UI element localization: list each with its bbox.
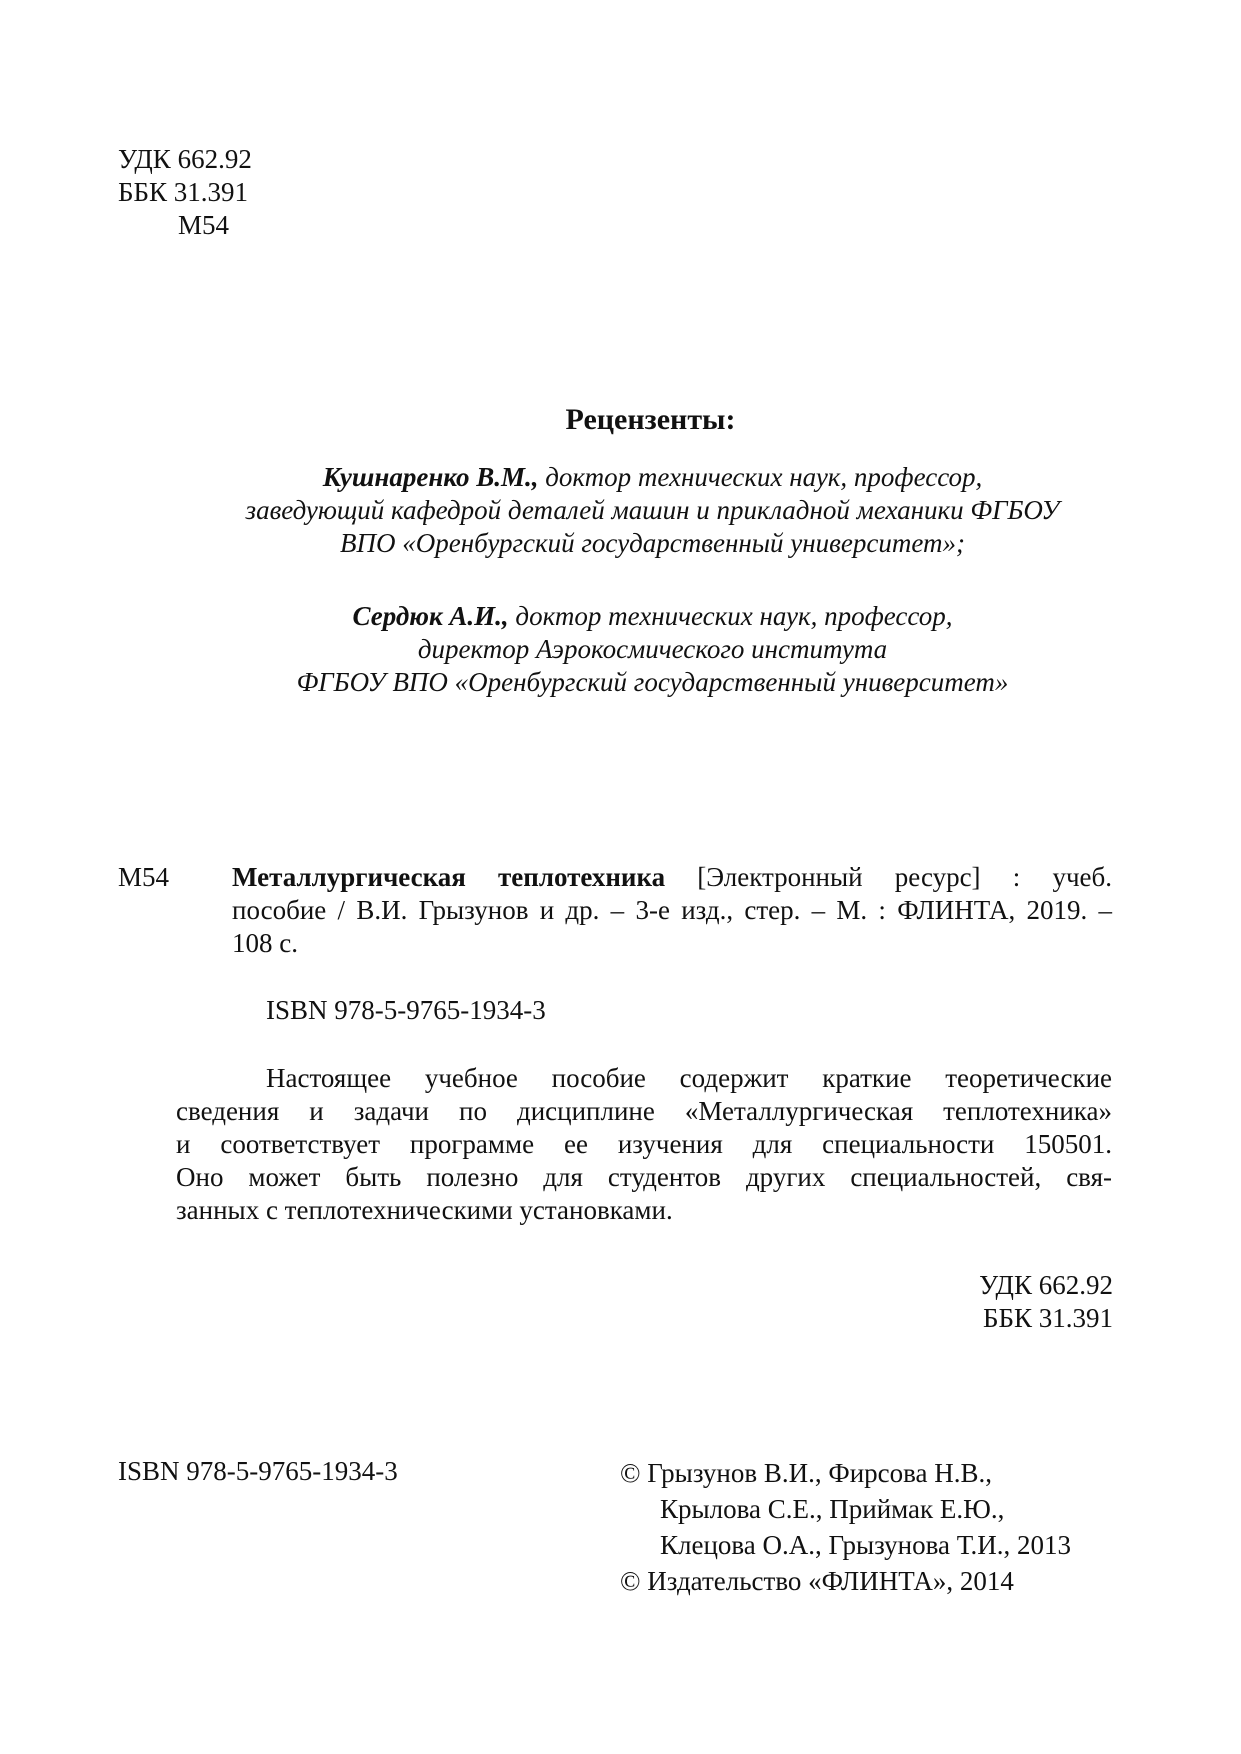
reviewer-entry <box>32 461 1241 560</box>
catalog-pages: 108 с. <box>232 928 298 958</box>
copyright-block <box>620 1455 1071 1599</box>
abstract-line: Оно может быть полезно для студентов других специальностей, свя- <box>176 1162 1112 1192</box>
copyright-line: Клецова О.А., Грызунова Т.И., 2013 <box>660 1530 1072 1560</box>
catalog-author-code: М54 <box>118 862 170 892</box>
abstract-line: занных с теплотехническими установками. <box>176 1195 673 1225</box>
reviewer-line <box>32 461 1241 494</box>
abstract <box>176 1062 1112 1227</box>
reviewer-position: директор Аэрокосмического института <box>417 634 888 664</box>
udk-code: УДК 662.92 <box>118 144 252 174</box>
footer-isbn: ISBN 978-5-9765-1934-3 <box>118 1456 398 1486</box>
catalog-isbn: ISBN 978-5-9765-1934-3 <box>266 995 546 1025</box>
copyright-line: © Грызунов В.И., Фирсова Н.В., <box>620 1458 993 1488</box>
reviewer-line <box>32 600 1241 633</box>
reviewer-credentials: доктор технических наук, профессор, <box>508 601 953 631</box>
catalog-title: Металлургическая теплотехника <box>232 862 666 892</box>
catalog-description <box>232 861 1112 960</box>
catalog-resource-type: [Электронный ресурс] : учеб. <box>665 862 1112 892</box>
abstract-line: Настоящее учебное пособие содержит краткие теоретические <box>266 1063 1112 1093</box>
reviewer-position: заведующий кафедрой деталей машин и прикладной механики ФГБОУ <box>245 495 1060 525</box>
bbk-code: ББК 31.391 <box>118 177 249 207</box>
author-code: М54 <box>178 210 230 240</box>
reviewer-credentials: доктор технических наук, профессор, <box>538 462 983 492</box>
reviewers-heading: Рецензенты: <box>565 403 736 436</box>
catalog-line: пособие / В.И. Грызунов и др. – 3-е изд., стер. – М. : ФЛИНТА, 2019. – <box>232 895 1112 925</box>
bottom-bbk-code: ББК 31.391 <box>982 1303 1113 1333</box>
reviewer-name: Сердюк А.И., <box>352 601 509 631</box>
reviewer-institution: ФГБОУ ВПО «Оренбургский государственный университет» <box>296 667 1009 697</box>
reviewer-entry <box>32 600 1241 699</box>
copyright-line: Крылова С.Е., Приймак Е.Ю., <box>660 1494 1005 1524</box>
catalog-line <box>232 861 1112 894</box>
bottom-udk-code: УДК 662.92 <box>979 1270 1113 1300</box>
copyright-line: © Издательство «ФЛИНТА», 2014 <box>620 1566 1014 1596</box>
abstract-line: сведения и задачи по дисциплине «Металлургическая теплотехника» <box>176 1096 1112 1126</box>
abstract-line: и соответствует программе ее изучения для специальности 150501. <box>176 1129 1112 1159</box>
reviewer-name: Кушнаренко В.М., <box>322 462 539 492</box>
reviewer-institution: ВПО «Оренбургский государственный университет»; <box>340 528 965 558</box>
